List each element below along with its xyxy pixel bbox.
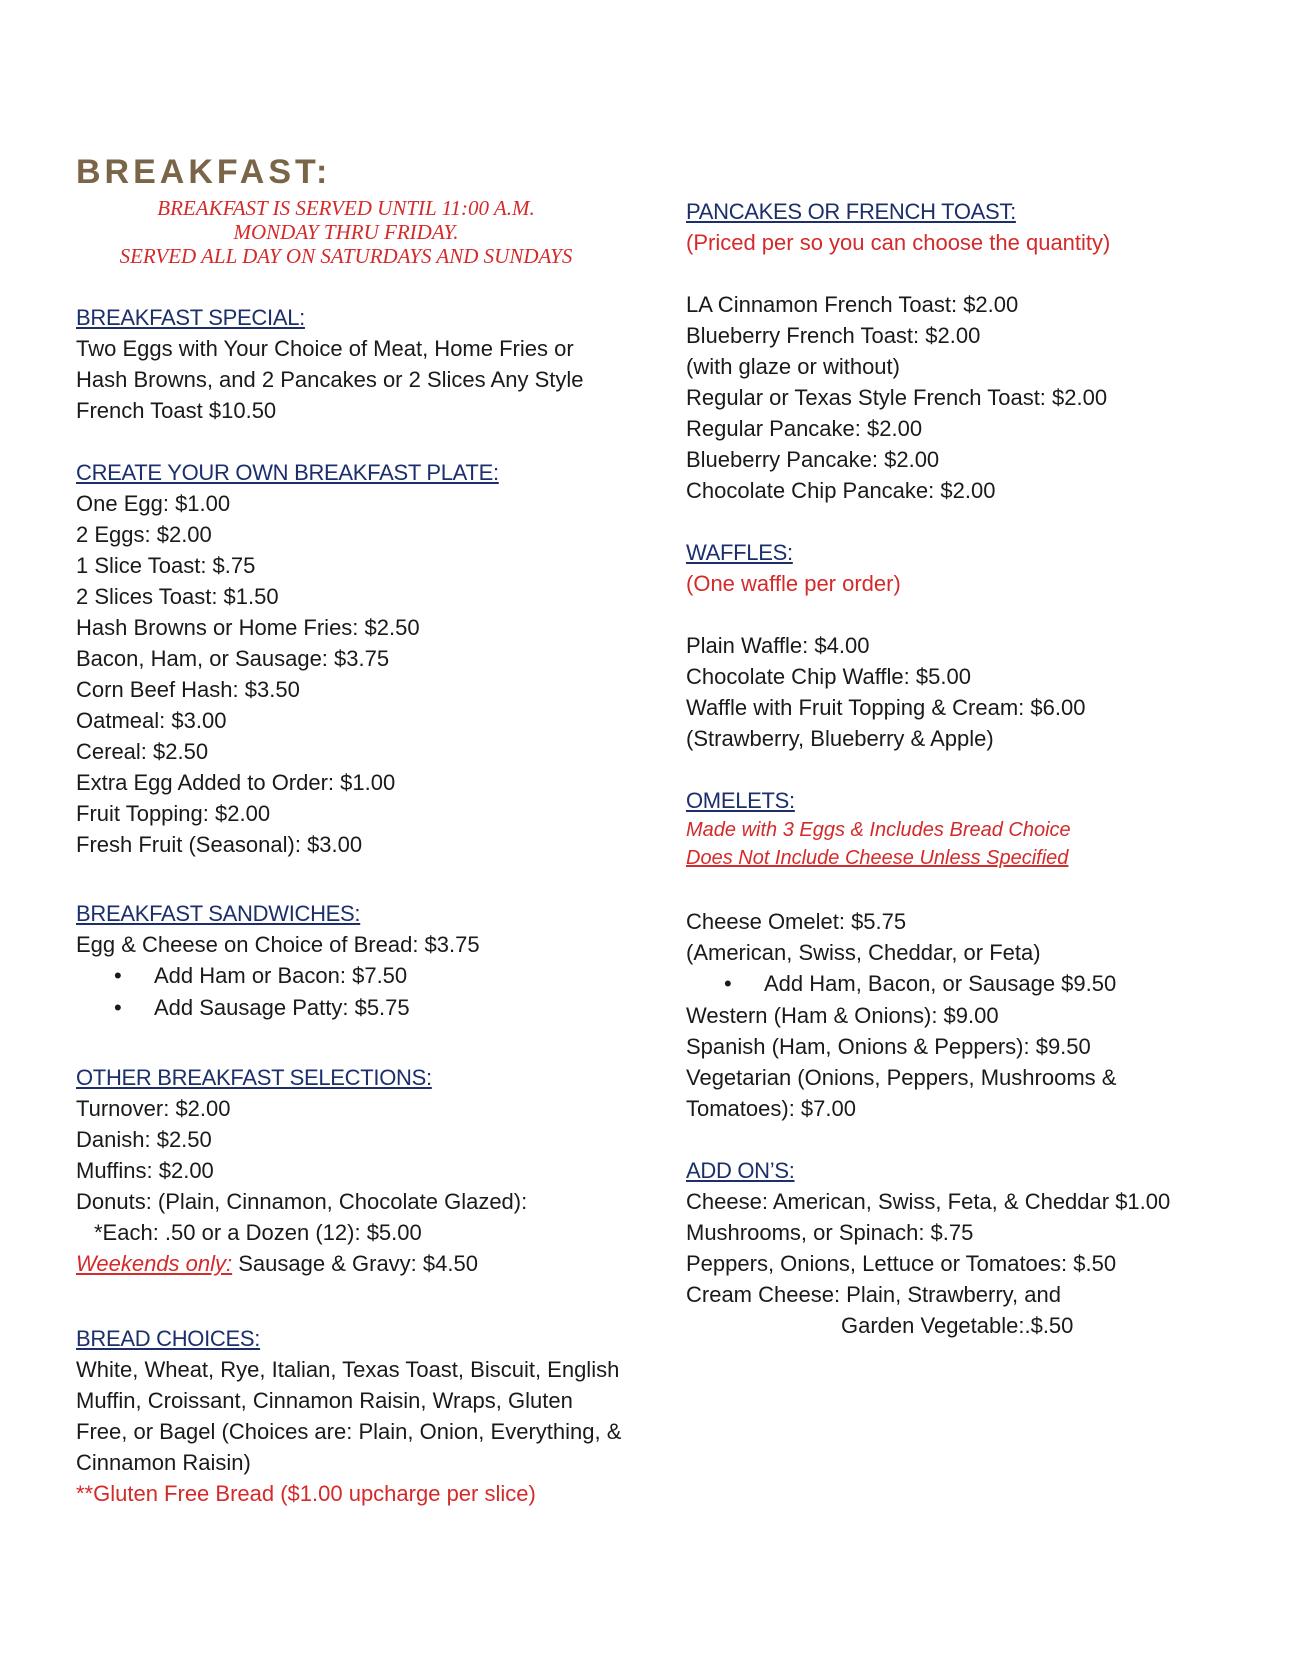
menu-item: 2 Eggs: $2.00 xyxy=(76,522,212,547)
bullet-text: Add Ham or Bacon: $7.50 xyxy=(154,963,408,988)
menu-item: One Egg: $1.00 xyxy=(76,491,231,516)
weekend-item xyxy=(76,1248,656,1279)
waffles-heading: WAFFLES: xyxy=(686,540,793,565)
menu-item: Hash Browns or Home Fries: $2.50 xyxy=(76,615,420,640)
menu-line: Muffin, Croissant, Cinnamon Raisin, Wraps, Gluten xyxy=(76,1388,573,1413)
menu-item: Regular Pancake: $2.00 xyxy=(686,416,923,441)
waffles-note: (One waffle per order) xyxy=(686,571,901,596)
menu-item: Vegetarian (Onions, Peppers, Mushrooms & xyxy=(686,1065,1117,1090)
bullet-icon: • xyxy=(724,971,732,996)
menu-item: Egg & Cheese on Choice of Bread: $3.75 xyxy=(76,932,480,957)
pancakes-note: (Priced per so you can choose the quantity) xyxy=(686,230,1111,255)
weekend-label: Weekends only: xyxy=(76,1251,233,1276)
menu-item: 2 Slices Toast: $1.50 xyxy=(76,584,279,609)
menu-item: Donuts: (Plain, Cinnamon, Chocolate Glazed): xyxy=(76,1189,528,1214)
menu-item: Chocolate Chip Waffle: $5.00 xyxy=(686,664,971,689)
serving-note-line: MONDAY THRU FRIDAY. xyxy=(233,220,459,244)
menu-item: (Strawberry, Blueberry & Apple) xyxy=(686,726,994,751)
menu-item: Fruit Topping: $2.00 xyxy=(76,801,271,826)
pancakes-heading: PANCAKES OR FRENCH TOAST: xyxy=(686,199,1016,224)
menu-item: Bacon, Ham, or Sausage: $3.75 xyxy=(76,646,390,671)
menu-item: Turnover: $2.00 xyxy=(76,1096,231,1121)
menu-item: Danish: $2.50 xyxy=(76,1127,212,1152)
create-plate-heading: CREATE YOUR OWN BREAKFAST PLATE: xyxy=(76,460,499,485)
menu-line: Cinnamon Raisin) xyxy=(76,1450,251,1475)
bullet-item xyxy=(686,968,1246,1000)
menu-line: Two Eggs with Your Choice of Meat, Home Fries or xyxy=(76,336,574,361)
menu-item: Plain Waffle: $4.00 xyxy=(686,633,870,658)
bullet-icon: • xyxy=(114,995,122,1020)
menu-item: Cereal: $2.50 xyxy=(76,739,209,764)
omelets-heading: OMELETS: xyxy=(686,788,795,813)
gluten-free-note: **Gluten Free Bread ($1.00 upcharge per slice) xyxy=(76,1481,536,1506)
menu-item: Peppers, Onions, Lettuce or Tomatoes: $.50 xyxy=(686,1251,1117,1276)
serving-note-line: SERVED ALL DAY ON SATURDAYS AND SUNDAYS xyxy=(119,244,573,268)
menu-item: Spanish (Ham, Onions & Peppers): $9.50 xyxy=(686,1034,1091,1059)
menu-item: Cheese: American, Swiss, Feta, & Cheddar $1.00 xyxy=(686,1189,1171,1214)
menu-line: Hash Browns, and 2 Pancakes or 2 Slices Any Style xyxy=(76,367,584,392)
menu-item: Regular or Texas Style French Toast: $2.00 xyxy=(686,385,1108,410)
bullet-item xyxy=(76,960,656,992)
weekend-item-text: Sausage & Gravy: $4.50 xyxy=(232,1251,478,1276)
menu-item: Fresh Fruit (Seasonal): $3.00 xyxy=(76,832,363,857)
menu-item: Waffle with Fruit Topping & Cream: $6.00 xyxy=(686,695,1086,720)
menu-item: (American, Swiss, Cheddar, or Feta) xyxy=(686,940,1041,965)
menu-item: LA Cinnamon French Toast: $2.00 xyxy=(686,292,1019,317)
bullet-item xyxy=(76,992,656,1024)
bread-choices-heading: BREAD CHOICES: xyxy=(76,1326,261,1351)
menu-item: Cream Cheese: Plain, Strawberry, and xyxy=(686,1282,1061,1307)
sandwiches-heading: BREAKFAST SANDWICHES: xyxy=(76,901,361,926)
menu-item: Garden Vegetable:.$.50 xyxy=(841,1313,1074,1338)
menu-item: (with glaze or without) xyxy=(686,354,900,379)
omelets-note: Does Not Include Cheese Unless Specified xyxy=(686,847,1069,869)
menu-item: Oatmeal: $3.00 xyxy=(76,708,227,733)
serving-hours-note xyxy=(76,196,616,268)
breakfast-special-heading: BREAKFAST SPECIAL: xyxy=(76,305,305,330)
bullet-icon: • xyxy=(114,963,122,988)
menu-item: Blueberry Pancake: $2.00 xyxy=(686,447,940,472)
menu-item: Cheese Omelet: $5.75 xyxy=(686,909,907,934)
other-selections-heading: OTHER BREAKFAST SELECTIONS: xyxy=(76,1065,432,1090)
menu-item: Extra Egg Added to Order: $1.00 xyxy=(76,770,396,795)
menu-item: Muffins: $2.00 xyxy=(76,1158,214,1183)
omelets-note: Made with 3 Eggs & Includes Bread Choice xyxy=(686,819,1071,841)
menu-item: Chocolate Chip Pancake: $2.00 xyxy=(686,478,996,503)
page-title: BREAKFAST: xyxy=(76,153,332,191)
left-column xyxy=(76,152,656,1509)
menu-item: Blueberry French Toast: $2.00 xyxy=(686,323,981,348)
menu-item: *Each: .50 or a Dozen (12): $5.00 xyxy=(94,1220,422,1245)
menu-line: White, Wheat, Rye, Italian, Texas Toast, Biscuit, English xyxy=(76,1357,620,1382)
menu-line: Free, or Bagel (Choices are: Plain, Onion, Everything, & xyxy=(76,1419,622,1444)
menu-item: Western (Ham & Onions): $9.00 xyxy=(686,1003,999,1028)
serving-note-line: BREAKFAST IS SERVED UNTIL 11:00 A.M. xyxy=(157,196,535,220)
menu-item: 1 Slice Toast: $.75 xyxy=(76,553,256,578)
menu-item: Mushrooms, or Spinach: $.75 xyxy=(686,1220,974,1245)
addons-heading: ADD ON’S: xyxy=(686,1158,795,1183)
menu-item: Tomatoes): $7.00 xyxy=(686,1096,856,1121)
bullet-text: Add Ham, Bacon, or Sausage $9.50 xyxy=(764,971,1117,996)
bullet-text: Add Sausage Patty: $5.75 xyxy=(154,995,410,1020)
menu-line: French Toast $10.50 xyxy=(76,398,277,423)
menu-item: Corn Beef Hash: $3.50 xyxy=(76,677,300,702)
right-column xyxy=(686,196,1246,1341)
